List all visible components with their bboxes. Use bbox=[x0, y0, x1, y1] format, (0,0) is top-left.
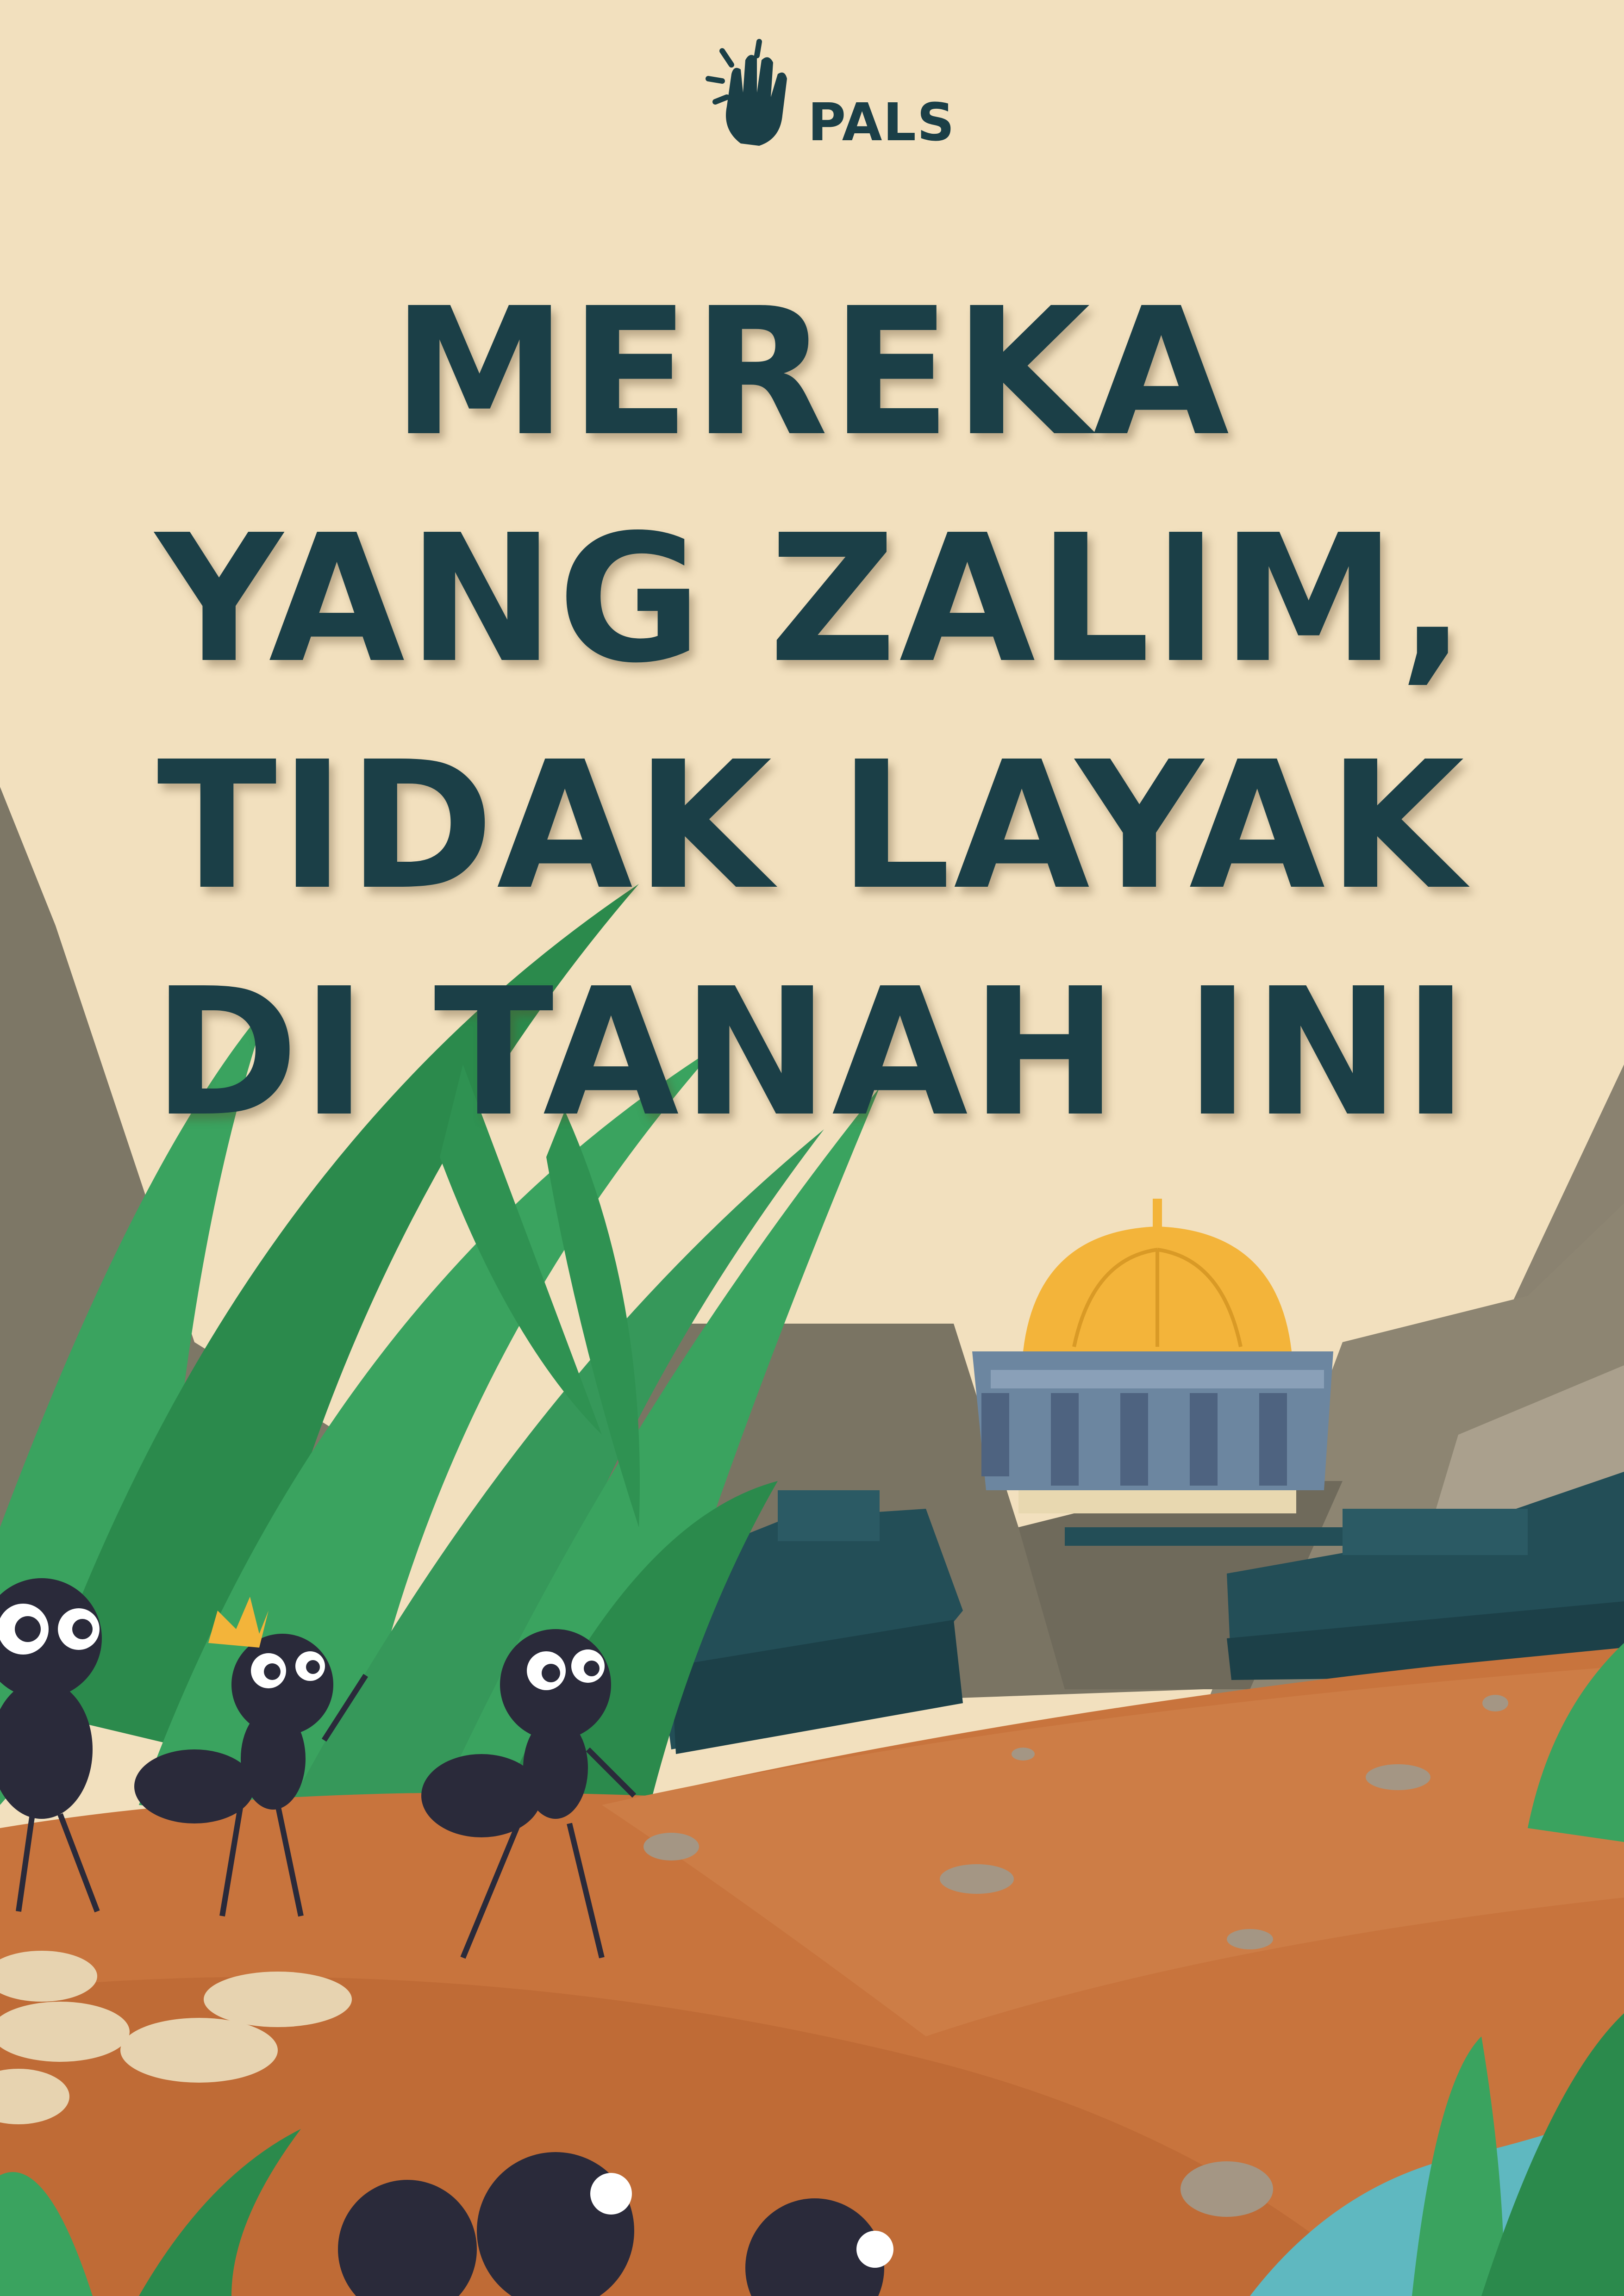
headline bbox=[0, 259, 1624, 1166]
headline-line-3: TIDAK LAYAK bbox=[156, 723, 1468, 928]
headline-line-1: MEREKA bbox=[392, 270, 1232, 475]
waving-hand-icon bbox=[694, 37, 806, 148]
brand-logo bbox=[694, 37, 956, 157]
headline-line-2: YANG ZALIM, bbox=[155, 497, 1469, 702]
headline-line-4: DI TANAH INI bbox=[152, 950, 1472, 1155]
brand-name: PALS bbox=[808, 93, 956, 153]
dome-of-the-rock bbox=[972, 1199, 1333, 1513]
